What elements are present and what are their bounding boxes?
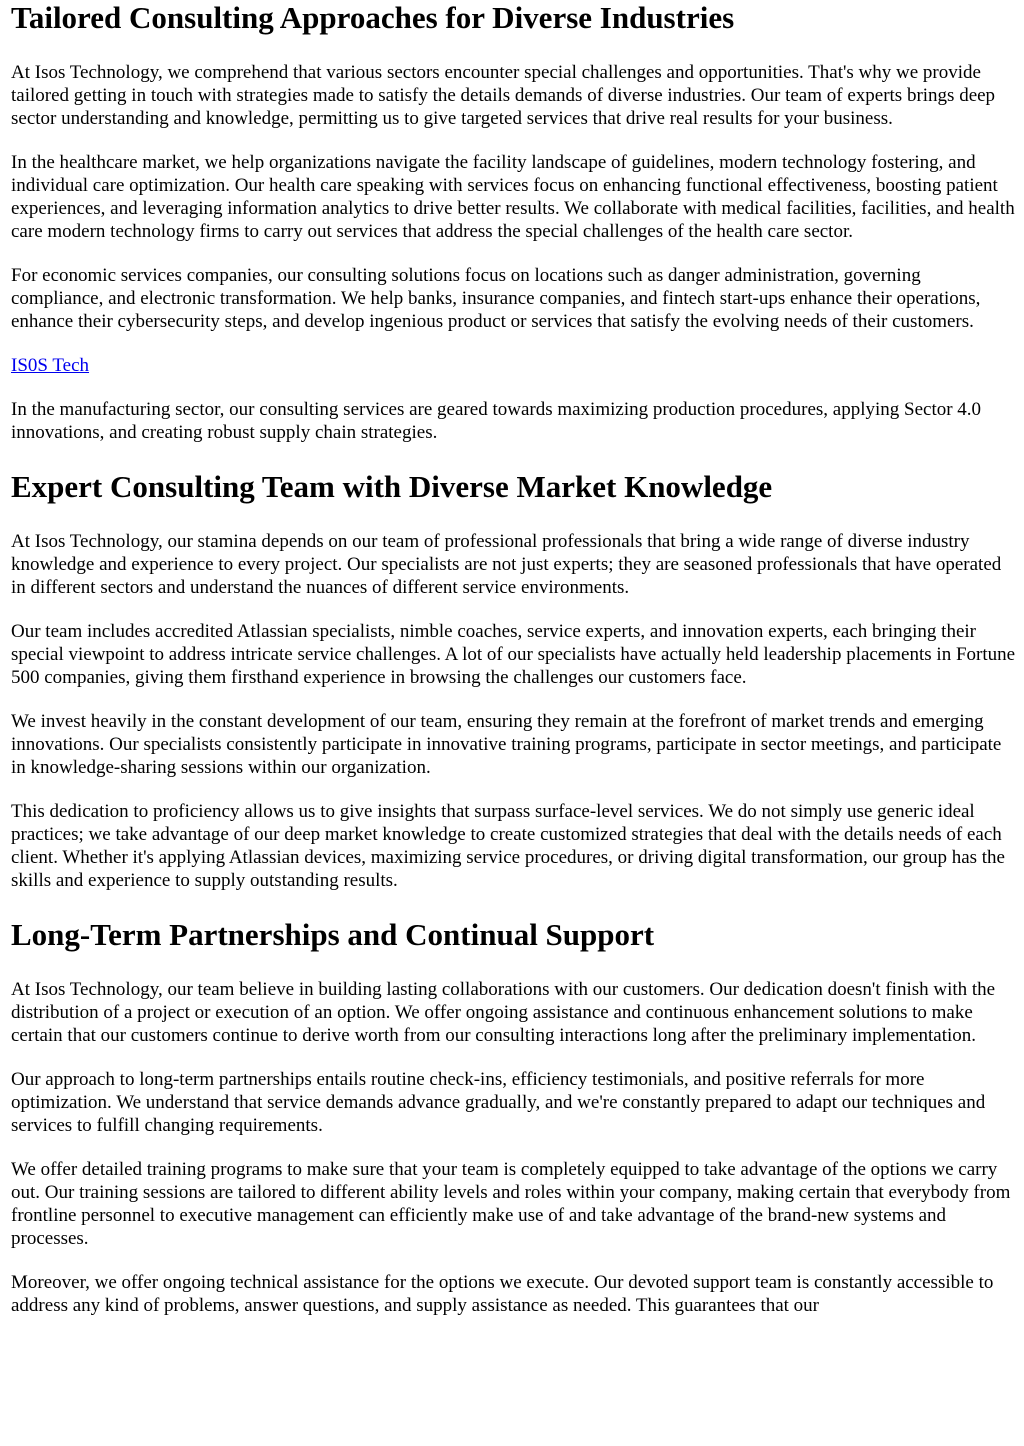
paragraph: In the manufacturing sector, our consulting services are geared towards maximizing production procedures, applying Sector 4.0 innovations, and creating robust supply chain strategies. bbox=[11, 399, 982, 443]
paragraph: At Isos Technology, we comprehend that various sectors encounter special challenges and opportunities. That's why we provide tailored getting in touch with strategies made to satisfy the details demands of diverse industries. Our team of experts brings deep sector understanding and knowledge, permitting us to give targeted services that drive real results for your business. bbox=[11, 62, 996, 129]
isos-tech-link[interactable]: IS0S Tech bbox=[11, 355, 90, 376]
paragraph: Moreover, we offer ongoing technical assistance for the options we execute. Our devoted support team is constantly accessible to address any kind of problems, answer questions, and supply assistance as needed. This guarantees that our bbox=[11, 1272, 994, 1316]
paragraph: In the healthcare market, we help organizations navigate the facility landscape of guidelines, modern technology fostering, and individual care optimization. Our health care speaking with services focus on enhancing functional effectiveness, boosting patient experiences, and leveraging information analytics to drive better results. We collaborate with medical facilities, facilities, and health care modern technology firms to carry out services that address the special challenges of the health care sector. bbox=[11, 152, 1015, 242]
paragraph: At Isos Technology, our stamina depends on our team of professional professionals that bring a wide range of diverse industry knowledge and experience to every project. Our specialists are not just experts; they are seasoned professionals that have operated in different sectors and understand the nuances of different service environments. bbox=[11, 531, 1002, 598]
paragraph: This dedication to proficiency allows us to give insights that surpass surface-level services. We do not simply use generic ideal practices; we take advantage of our deep market knowledge to create customized strategies that deal with the details needs of each client. Whether it's applying Atlassian devices, maximizing service procedures, or driving digital transformation, our group has the skills and experience to supply outstanding results. bbox=[11, 801, 1005, 891]
section-heading-tailored-consulting: Tailored Consulting Approaches for Diverse Industries bbox=[11, 0, 735, 35]
paragraph: We offer detailed training programs to make sure that your team is completely equipped to take advantage of the options we carry out. Our training sessions are tailored to different ability levels and roles within your company, making certain that everybody from frontline personnel to executive management can efficiently make use of and take advantage of the brand-new systems and processes. bbox=[11, 1159, 1011, 1249]
section-heading-expert-team: Expert Consulting Team with Diverse Market Knowledge bbox=[11, 469, 773, 504]
link-paragraph bbox=[11, 354, 1016, 377]
paragraph: Our team includes accredited Atlassian specialists, nimble coaches, service experts, and innovation experts, each bringing their special viewpoint to address intricate service challenges. A lot of our specialists have actually held leadership placements in Fortune 500 companies, giving them firsthand experience in browsing the challenges our customers face. bbox=[11, 621, 1016, 688]
paragraph: For economic services companies, our consulting solutions focus on locations such as danger administration, governing compliance, and electronic transformation. We help banks, insurance companies, and fintech start-ups enhance their operations, enhance their cybersecurity steps, and develop ingenious product or services that satisfy the evolving needs of their customers. bbox=[11, 265, 981, 332]
paragraph: At Isos Technology, our team believe in building lasting collaborations with our customers. Our dedication doesn't finish with the distribution of a project or execution of an option. We offer ongoing assistance and continuous enhancement solutions to make certain that our customers continue to derive worth from our consulting interactions long after the preliminary implementation. bbox=[11, 979, 996, 1046]
paragraph: We invest heavily in the constant development of our team, ensuring they remain at the forefront of market trends and emerging innovations. Our specialists consistently participate in innovative training programs, participate in sector meetings, and participate in knowledge-sharing sessions within our organization. bbox=[11, 711, 1002, 778]
section-heading-long-term-partnerships: Long-Term Partnerships and Continual Support bbox=[11, 917, 655, 952]
paragraph: Our approach to long-term partnerships entails routine check-ins, efficiency testimonials, and positive referrals for more optimization. We understand that service demands advance gradually, and we're constantly prepared to adapt our techniques and services to fulfill changing requirements. bbox=[11, 1069, 986, 1136]
